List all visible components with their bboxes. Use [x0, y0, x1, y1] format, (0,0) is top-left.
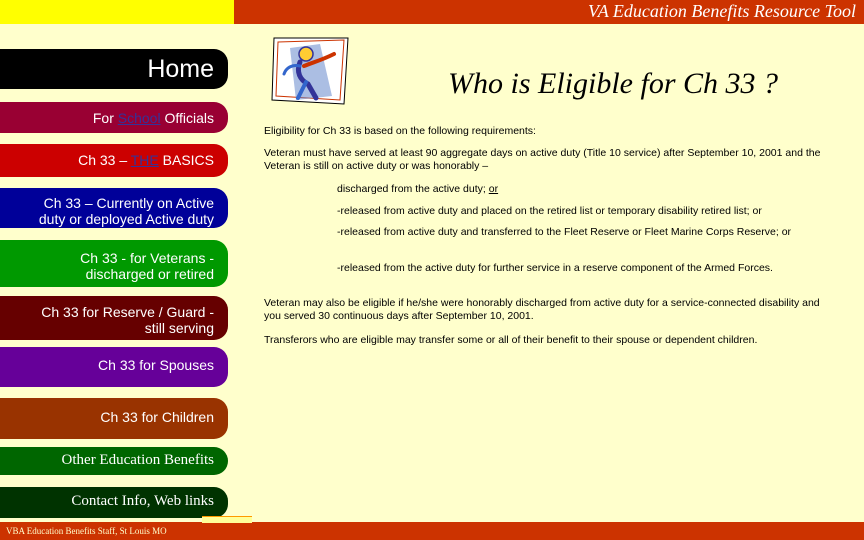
nav-other-benefits-label: Other Education Benefits — [61, 452, 214, 468]
requirement-reserve-component: -released from the active duty for further service in a reserve component of the Armed Forces. — [337, 262, 773, 274]
nav-other-benefits-button[interactable] — [0, 447, 228, 475]
footer-text: VBA Education Benefits Staff, St Louis MO — [6, 526, 167, 536]
nav-reserve-line1: Ch 33 for Reserve / Guard - — [41, 304, 214, 320]
header-bar — [0, 0, 864, 24]
requirement-retired-list: -released from active duty and placed on the retired list or temporary disability retired list; or — [337, 205, 762, 217]
nav-contact-label: Contact Info, Web links — [71, 493, 214, 509]
requirement-service-connected: Veteran may also be eligible if he/she were honorably discharged from active duty for a service-connected disability and you served 30 continuous days after September 10, 2001. — [264, 297, 820, 322]
footer-bar — [0, 522, 864, 540]
nav-reserve-line2: still serving — [144, 320, 214, 336]
nav-spouses-label: Ch 33 for Spouses — [98, 357, 214, 373]
nav-basics-button[interactable] — [0, 144, 228, 177]
runner-figure-icon — [270, 36, 350, 106]
nav-basics-label: Ch 33 – THE BASICS — [78, 152, 214, 168]
nav-home-label: Home — [147, 55, 214, 83]
the-link[interactable]: THE — [130, 152, 159, 168]
or-text: or — [488, 183, 499, 195]
nav-active-duty-line2: duty or deployed Active duty — [38, 211, 214, 227]
nav-school-officials-label: For School Officials — [92, 110, 214, 126]
header-yellow-block — [0, 0, 234, 24]
school-link[interactable]: School — [117, 110, 161, 126]
nav-veterans-button[interactable] — [0, 240, 228, 287]
requirement-fleet-reserve: -released from active duty and transferred to the Fleet Reserve or Fleet Marine Corps Reserve; or — [337, 226, 792, 238]
footer-marker — [202, 516, 252, 523]
requirement-discharged: discharged from the active duty; or — [337, 183, 499, 195]
transfer-note: Transferors who are eligible may transfer some or all of their benefit to their spouse or dependent children. — [264, 334, 758, 346]
nav-veterans-line2: discharged or retired — [85, 266, 214, 282]
nav-school-officials-button[interactable] — [0, 102, 228, 133]
nav-active-duty-button[interactable] — [0, 188, 228, 228]
nav-children-label: Ch 33 for Children — [100, 409, 214, 425]
page-title: Who is Eligible for Ch 33 ? — [448, 67, 778, 100]
nav-reserve-guard-button[interactable] — [0, 296, 228, 340]
nav-active-duty-line1: Ch 33 – Currently on Active — [43, 195, 214, 211]
nav-children-button[interactable] — [0, 398, 228, 439]
nav-contact-button[interactable] — [0, 487, 228, 518]
requirement-90-days: Veteran must have served at least 90 aggregate days on active duty (Title 10 service) after September 10, 2001 and the Veteran is still on active duty or was honorably – — [264, 147, 821, 172]
nav-spouses-button[interactable] — [0, 347, 228, 387]
nav-home-button[interactable] — [0, 49, 228, 89]
eligibility-intro: Eligibility for Ch 33 is based on the following requirements: — [264, 125, 536, 137]
app-title: VA Education Benefits Resource Tool — [588, 1, 856, 21]
nav-veterans-line1: Ch 33 - for Veterans - — [80, 250, 214, 266]
